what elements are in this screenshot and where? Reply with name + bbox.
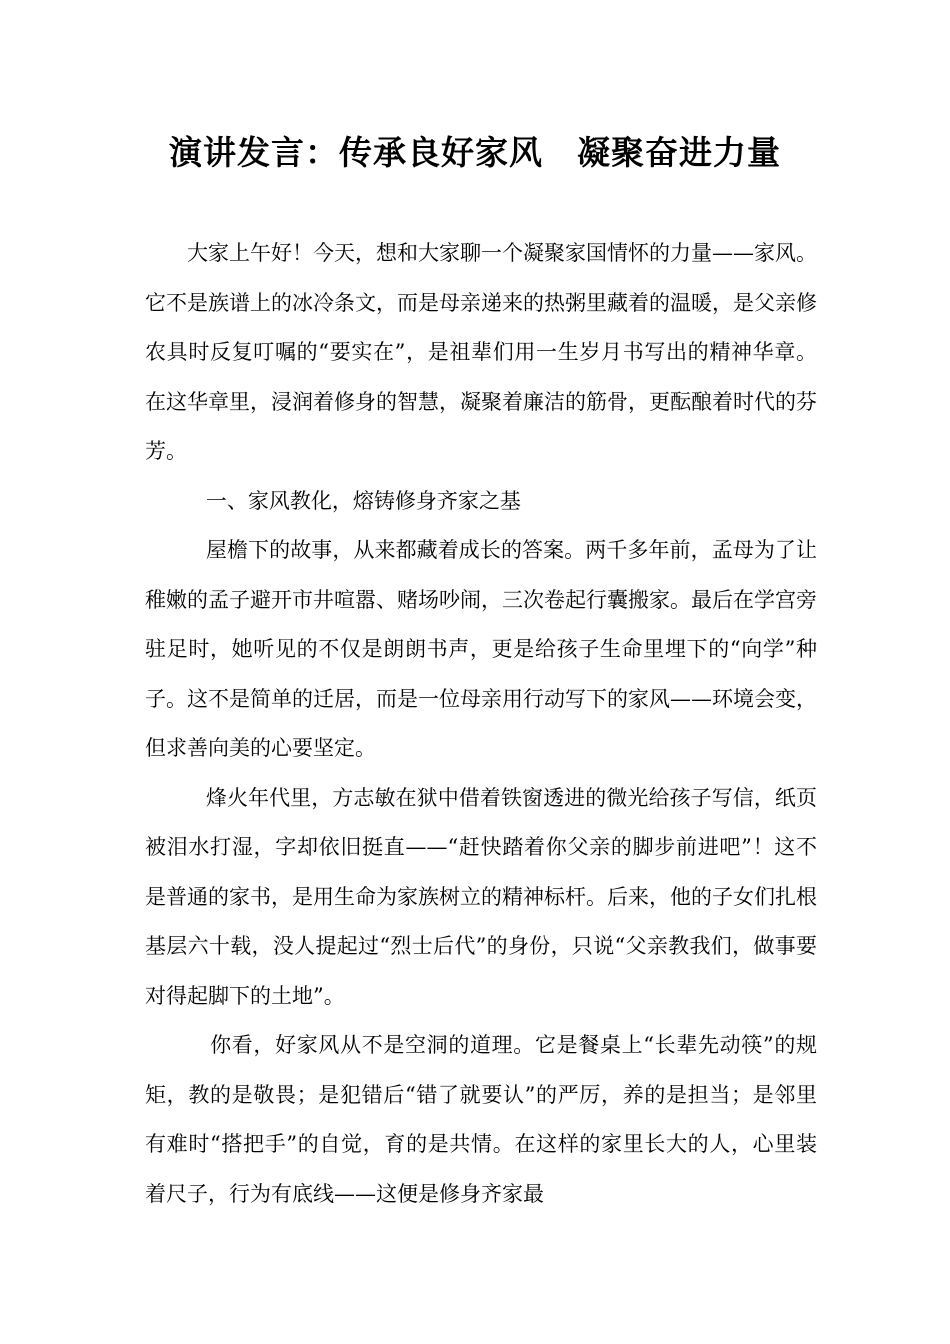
document-title: 演讲发言：传承良好家风 凝聚奋进力量 [169,133,781,172]
document-body [145,229,817,1219]
paragraph-fang-zhimin: 烽火年代里，方志敏在狱中借着铁窗透进的微光给孩子写信，纸页被泪水打湿，字却依旧挺直——“赶快踏着你父亲的脚步前进吧”！这不是普通的家书，是用生命为家族树立的精神标杆。后来，他的子女们扎根基层六十载，没人提起过“烈士后代”的身份，只说“父亲教我们，做事要对得起脚下的土地”。 [145,785,817,1008]
paragraph-meng-mu: 屋檐下的故事，从来都藏着成长的答案。两千多年前，孟母为了让稚嫩的孟子避开市井喧嚣、赌场吵闹，三次卷起行囊搬家。最后在学宫旁驻足时，她听见的不仅是朗朗书声，更是给孩子生命里埋下的“向学”种子。这不是简单的迁居，而是一位母亲用行动写下的家风——环境会变，但求善向美的心要坚定。 [145,538,817,760]
paragraph-intro: 大家上午好！今天，想和大家聊一个凝聚家国情怀的力量——家风。它不是族谱上的冰冷条文，而是母亲递来的热粥里藏着的温暖，是父亲修农具时反复叮嘱的“要实在”，是祖辈们用一生岁月书写出的精神华章。在这华章里，浸润着修身的智慧，凝聚着廉洁的筋骨，更酝酿着时代的芬芳。 [145,241,817,463]
section-heading-1: 一、家风教化，熔铸修身齐家之基 [205,488,521,513]
paragraph-conclusion: 你看，好家风从不是空洞的道理。它是餐桌上“长辈先动筷”的规矩，教的是敬畏；是犯错后“错了就要认”的严厉，养的是担当；是邻里有难时“搭把手”的自觉，育的是共情。在这样的家里长大的人，心里装着尺子，行为有底线——这便是修身齐家最 [145,1033,817,1206]
